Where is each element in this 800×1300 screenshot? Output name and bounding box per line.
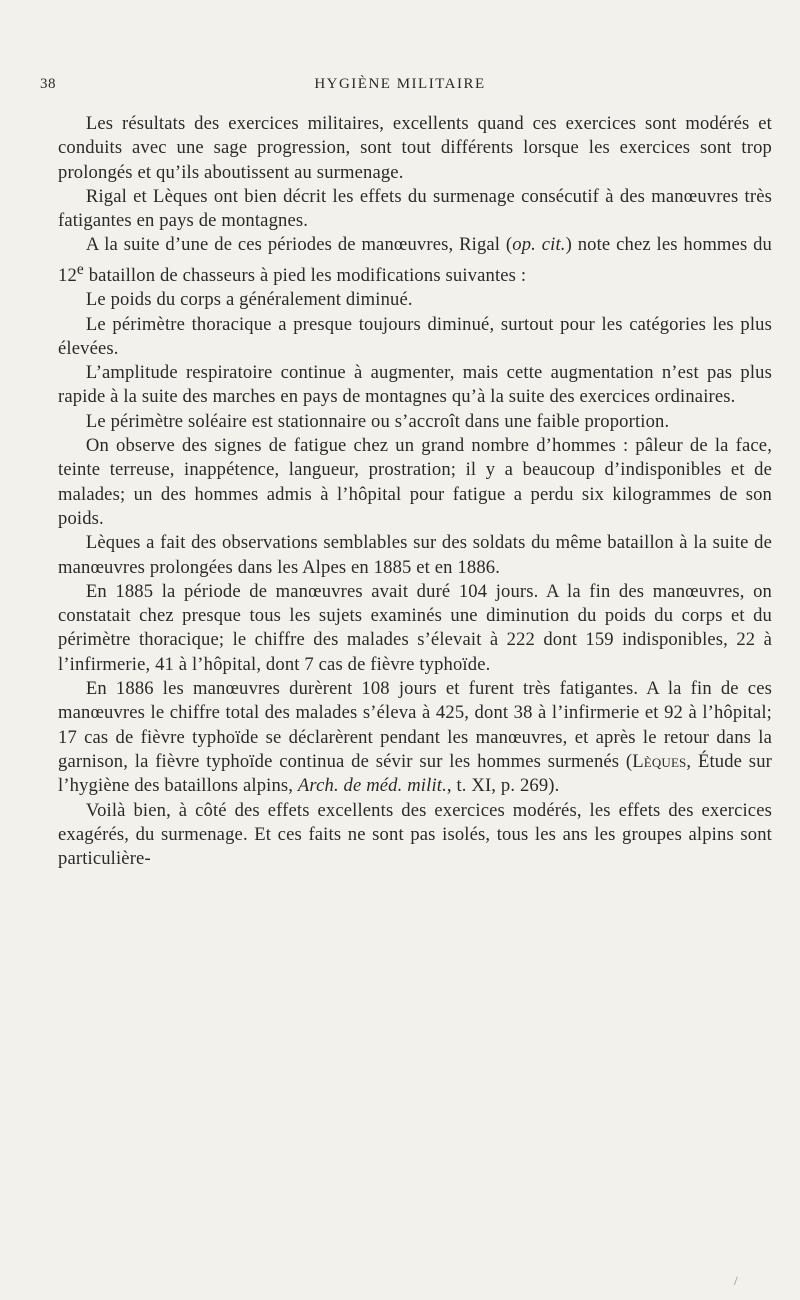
ordinal-superscript: e [76, 260, 84, 278]
page-header [40, 76, 760, 98]
paragraph: Le périmètre soléaire est stationnaire ou s’accroît dans une faible proportion. [85, 410, 670, 432]
paragraph: Rigal et Lèques ont bien décrit les effets du surmenage consécutif à des manœuvres très fatigantes en pays de montagnes. [58, 185, 772, 232]
paragraph: En 1885 la période de manœuvres avait duré 104 jours. A la fin des manœuvres, on constatait chez presque tous les sujets examinés une diminution du poids du corps et du périmètre thoracique; le chiffre des malades s’élevait à 222 dont 159 indisponibles, 22 à l’infirmerie, 41 à l’hôpital, dont 7 cas de fièvre typhoïde. [58, 580, 772, 675]
running-title: HYGIÈNE MILITAIRE [314, 76, 486, 92]
paragraph-text: En 1886 les manœuvres durèrent 108 jours et furent très fatigantes. A la fin de ces manœuvres le chiffre total des malades s’éleva à 425, dont 38 à l’infirmerie et 92 à l’hôpital; 17 cas de fièvre typhoïde se déclarèrent pendant les manœuvres, et après le retour dans la garnison, la fièvre typhoïde continua de sévir sur les hommes surmenés ( [58, 678, 772, 772]
paragraph: Voilà bien, à côté des effets excellents des exercices modérés, les effets des exercices exagérés, du surmenage. Et ces faits ne sont pas isolés, tous les ans les groupes alpins sont particulière- [58, 799, 772, 870]
paragraph-text: A la suite d’une de ces périodes de manœuvres, Rigal ( [85, 234, 513, 256]
paragraph: On observe des signes de fatigue chez un grand nombre d’hommes : pâleur de la face, teinte terreuse, inappétence, langueur, prostration; il y a beaucoup d’indisponibles et de malades; un des hommes admis à l’hôpital pour fatigue a perdu six kilogrammes de son poids. [58, 435, 772, 529]
paragraph-text: , Étude sur l’hygiène des bataillons alpins, [58, 750, 772, 797]
page-number: 38 [40, 76, 56, 92]
margin-mark: / [734, 1273, 738, 1288]
paragraph: Lèques a fait des observations semblables sur des soldats du même bataillon à la suite de manœuvres prolongées dans les Alpes en 1885 et en 1886. [58, 532, 772, 578]
paragraph [58, 677, 772, 798]
journal-italic: Arch. de méd. milit. [297, 775, 447, 797]
paragraph: Le poids du corps a généralement diminué. [85, 289, 413, 311]
paragraph-text: ) note chez les hommes du 12 [58, 234, 773, 286]
paragraph: Le périmètre thoracique a presque toujours diminué, surtout pour les catégories les plus élevées. [58, 313, 772, 359]
body-text [58, 112, 772, 871]
paragraph-text: , t. XI, p. 269). [446, 775, 560, 797]
author-smallcaps: Lèques [632, 750, 687, 772]
paragraph-text: bataillon de chasseurs à pied les modifications suivantes : [83, 264, 527, 286]
paragraph: L’amplitude respiratoire continue à augmenter, mais cette augmentation n’est pas plus rapide à la suite des marches en pays de montagnes qu’à la suite des exercices ordinaires. [58, 362, 772, 408]
citation-italic: op. cit. [512, 234, 566, 256]
paragraph: Les résultats des exercices militaires, excellents quand ces exercices sont modérés et conduits avec une sage progression, sont tout différents lorsque les exercices sont trop prolongés et qu’ils aboutissent au surmenage. [58, 113, 772, 183]
paragraph [58, 233, 772, 288]
